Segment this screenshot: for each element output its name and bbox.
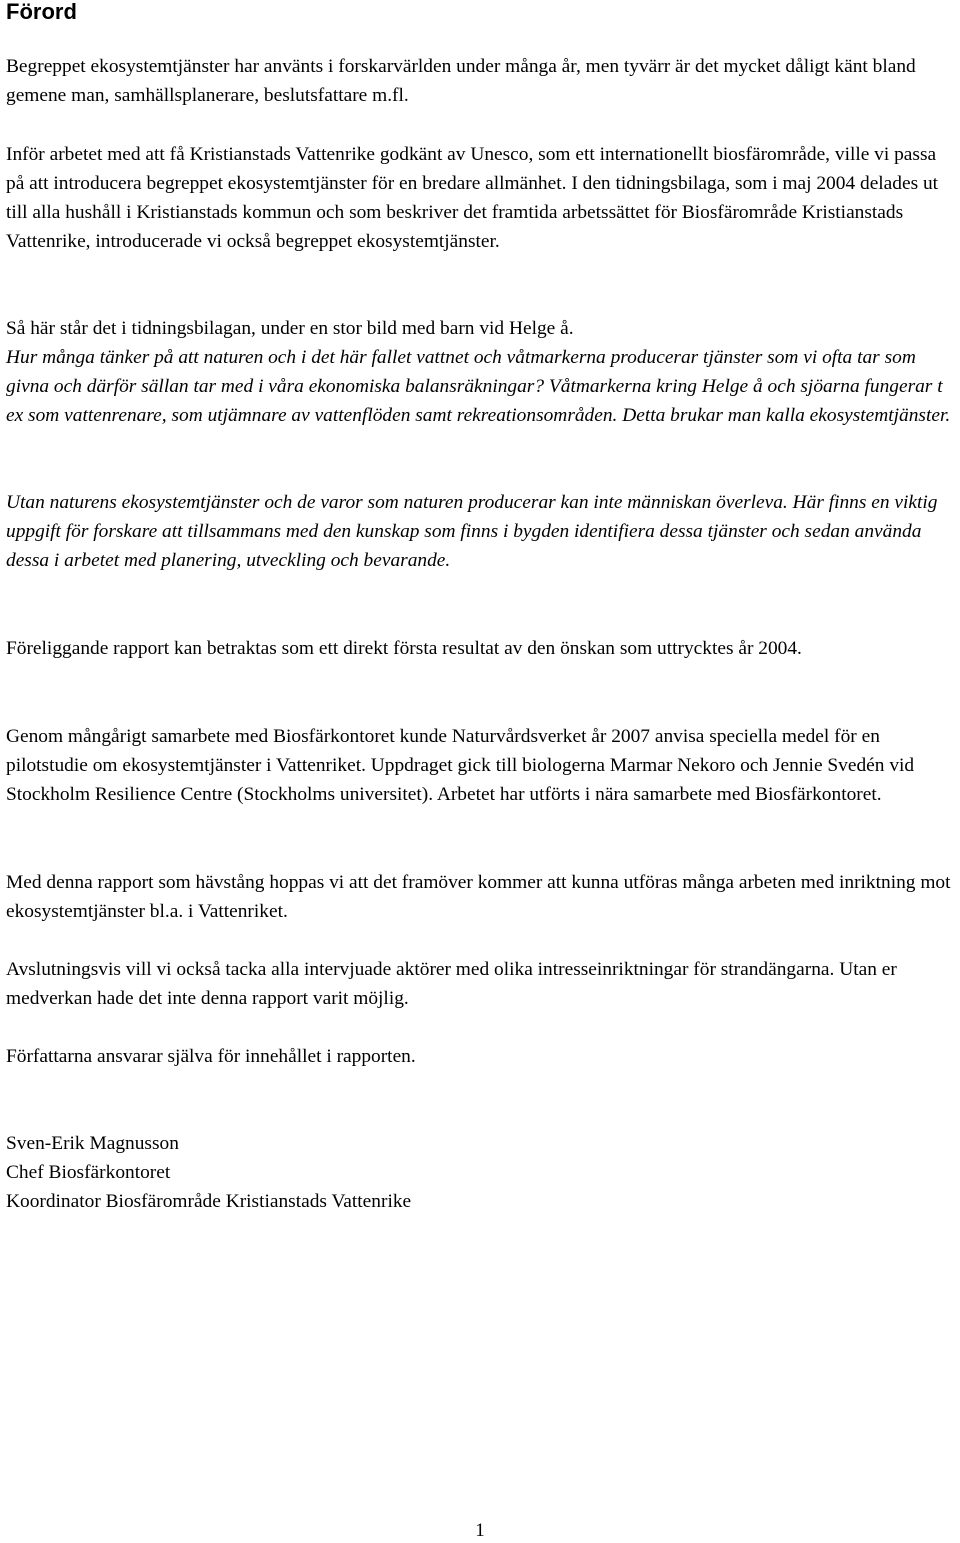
signature-role: Koordinator Biosfärområde Kristianstads Vattenrike bbox=[6, 1191, 412, 1212]
page-title: Förord bbox=[6, 0, 77, 24]
paragraph-quote-intro: Så här står det i tidningsbilagan, under en stor bild med barn vid Helge å. bbox=[6, 318, 574, 339]
paragraph-collaboration: Genom mångårigt samarbete med Biosfärkontoret kunde Naturvårdsverket år 2007 anvisa speciella medel för en pilotstudie om ekosystemtjänster i Vattenriket. Uppdraget gick till biologerna Marmar Nekoro och Jennie Svedén vid Stockholm Resilience Centre (Stockholms universitet). Arbetet har utförts i nära samarbete med Biosfärkontoret. bbox=[6, 726, 915, 805]
paragraph-quote-2: Utan naturens ekosystemtjänster och de varor som naturen producerar kan inte människan överleva. Här finns en viktig uppgift för forskare att tillsammans med den kunskap som finns i bygden identifiera dessa tjänster och sedan använda dessa i arbetet med planering, utveckling och bevarande. bbox=[6, 492, 938, 571]
paragraph-quote-1: Hur många tänker på att naturen och i det här fallet vattnet och våtmarkerna producerar tjänster som vi ofta tar som givna och därför sällan tar med i våra ekonomiska balansräkningar? Våtmarkerna kring Helge å och sjöarna fungerar t ex som vattenrenare, som utjämnare av vattenflöden samt rekreationsområden. Detta brukar man kalla ekosystemtjänster. bbox=[6, 347, 951, 426]
paragraph-report: Föreliggande rapport kan betraktas som ett direkt första resultat av den önskan som uttrycktes år 2004. bbox=[6, 638, 802, 659]
paragraph-disclaimer: Författarna ansvarar själva för innehållet i rapporten. bbox=[6, 1046, 416, 1067]
signature-title: Chef Biosfärkontoret bbox=[6, 1162, 171, 1183]
paragraph-background: Inför arbetet med att få Kristianstads Vattenrike godkänt av Unesco, som ett internationellt biosfärområde, ville vi passa på att introducera begreppet ekosystemtjänster för en bredare allmänhet. I den tidningsbilaga, som i maj 2004 delades ut till alla hushåll i Kristianstads kommun och som beskriver det framtida arbetssättet för Biosfärområde Kristianstads Vattenrike, introducerade vi också begreppet ekosystemtjänster. bbox=[6, 144, 939, 252]
signature-name: Sven-Erik Magnusson bbox=[6, 1133, 179, 1154]
paragraph-thanks: Avslutningsvis vill vi också tacka alla intervjuade aktörer med olika intresseinriktningar för strandängarna. Utan er medverkan hade det inte denna rapport varit möjlig. bbox=[6, 959, 897, 1009]
paragraph-intro: Begreppet ekosystemtjänster har använts i forskarvärlden under många år, men tyvärr är det mycket dåligt känt bland gemene man, samhällsplanerare, beslutsfattare m.fl. bbox=[6, 56, 916, 106]
paragraph-leverage: Med denna rapport som hävstång hoppas vi att det framöver kommer att kunna utföras många arbeten med inriktning mot ekosystemtjänster bl.a. i Vattenriket. bbox=[6, 872, 951, 922]
page-number: 1 bbox=[475, 1520, 485, 1541]
